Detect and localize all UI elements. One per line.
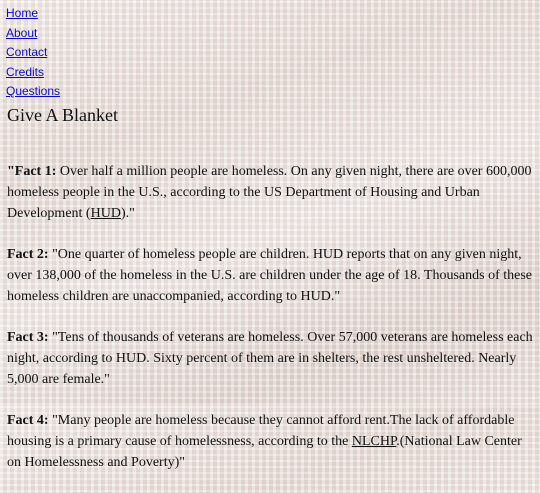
fact-item xyxy=(7,161,537,224)
nlchp-link[interactable]: NLCHP xyxy=(351,434,397,449)
fact-item xyxy=(7,327,537,390)
nav-link-questions[interactable]: Questions xyxy=(6,84,61,98)
fact-text-end: )." xyxy=(120,206,135,221)
fact-label-text: Fact 1: xyxy=(14,164,57,179)
fact-text: Over half a million people are homeless. On any given night, there are over 600,000 homeless people in the U.S., according to the US Department of Housing and Urban Development ( xyxy=(7,164,532,221)
fact-label: Fact 4: xyxy=(7,413,49,428)
fact-label: Fact 3: xyxy=(7,330,49,345)
nav-link-contact[interactable]: Contact xyxy=(6,45,48,59)
nav-link-credits[interactable]: Credits xyxy=(6,64,45,79)
fact-text: "Many people are homeless because they cannot afford rent.The lack of affordable housing is a primary cause of homelessness, according to the xyxy=(7,413,515,449)
fact-text: "One quarter of homeless people are children. HUD reports that on any given night, over 138,000 of the homeless in the U.S. are children under the age of 18. Thousands of these homeless children are unaccompanied, according to HUD." xyxy=(7,247,532,304)
fact-text: "Tens of thousands of veterans are homeless. Over 57,000 veterans are homeless each night, according to HUD. Sixty percent of them are in shelters, the rest unsheltered. Nearly 5,000 are female." xyxy=(7,330,533,387)
fact-text-end: .(National Law Center on Homelessness and Poverty)" xyxy=(7,434,522,470)
nav-link-home[interactable]: Home xyxy=(6,6,39,20)
fact-item xyxy=(7,244,537,307)
nav-link-about[interactable]: About xyxy=(6,25,38,40)
fact-open-quote: " xyxy=(7,164,15,179)
fact-label: Fact 2: xyxy=(7,247,49,262)
hud-link[interactable]: HUD xyxy=(90,206,121,221)
main-nav xyxy=(6,4,60,102)
fact-label xyxy=(7,164,56,179)
fact-item xyxy=(7,410,537,473)
facts-list xyxy=(7,161,537,493)
site-title: Give A Blanket xyxy=(7,105,118,125)
